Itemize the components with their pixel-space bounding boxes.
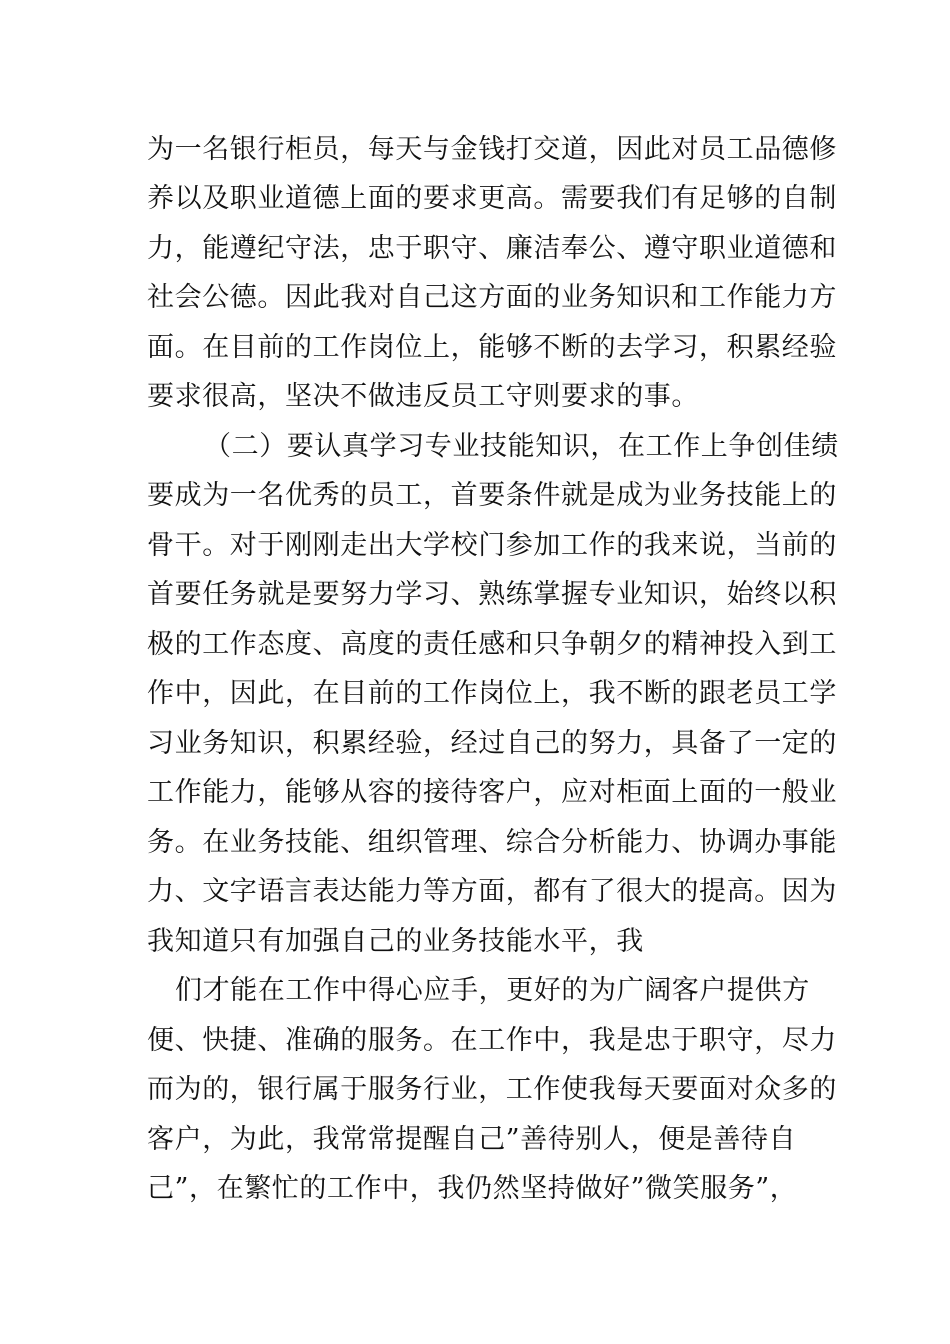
text-line-12: 作中，因此，在目前的工作岗位上，我不断的跟老员工学 [147,678,837,709]
text-line-5: 面。在目前的工作岗位上，能够不断的去学习，积累经验 [147,332,837,363]
text-line-8: 要成为一名优秀的员工，首要条件就是成为业务技能上的 [147,480,837,511]
text-line-6: 要求很高，坚决不做违反员工守则要求的事。 [147,381,699,412]
text-line-1: 为一名银行柜员，每天与金钱打交道，因此对员工品德修 [147,134,837,165]
text-line-2: 养以及职业道德上面的要求更高。需要我们有足够的自制 [147,183,837,214]
paragraph-start-line: 们才能在工作中得心应手，更好的为广阔客户提供方 [175,975,810,1006]
text-line-10: 首要任务就是要努力学习、熟练掌握专业知识，始终以积 [147,579,837,610]
text-line-22: 己”，在繁忙的工作中，我仍然坚持做好”微笑服务”， [147,1173,798,1204]
text-line-14: 工作能力，能够从容的接待客户，应对柜面上面的一般业 [147,777,837,808]
text-line-17: 我知道只有加强自己的业务技能水平，我 [147,926,644,957]
text-line-9: 骨干。对于刚刚走出大学校门参加工作的我来说，当前的 [147,530,837,561]
text-line-13: 习业务知识，积累经验，经过自己的努力，具备了一定的 [147,728,837,759]
text-line-16: 力、文字语言表达能力等方面，都有了很大的提高。因为 [147,876,837,907]
text-line-15: 务。在业务技能、组织管理、综合分析能力、协调办事能 [147,827,837,858]
section-heading-2: （二）要认真学习专业技能知识，在工作上争创佳绩 [204,431,839,462]
text-line-11: 极的工作态度、高度的责任感和只争朝夕的精神投入到工 [147,629,837,660]
text-line-3: 力，能遵纪守法，忠于职守、廉洁奉公、遵守职业道德和 [147,233,837,264]
text-line-21: 客户，为此，我常常提醒自己”善待别人，便是善待自 [147,1124,797,1155]
text-line-4: 社会公德。因此我对自己这方面的业务知识和工作能力方 [147,282,837,313]
text-line-19: 便、快捷、准确的服务。在工作中，我是忠于职守，尽力 [147,1025,837,1056]
text-line-20: 而为的，银行属于服务行业，工作使我每天要面对众多的 [147,1074,837,1105]
